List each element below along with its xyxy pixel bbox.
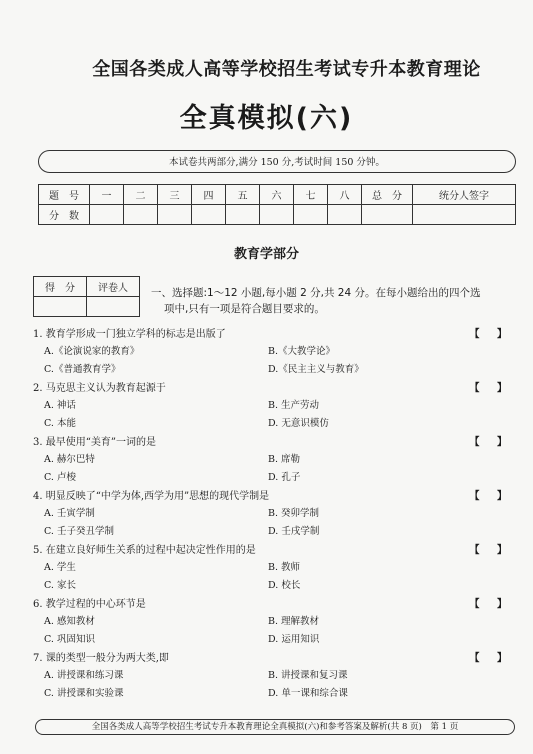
grader-header-reviewer: 评卷人 xyxy=(87,277,140,297)
option-choice[interactable]: C. 本能 xyxy=(44,418,76,429)
option-group xyxy=(33,667,517,703)
question-stem xyxy=(33,326,517,343)
answer-bracket[interactable]: 【 】 xyxy=(469,599,507,610)
option-group xyxy=(33,559,517,595)
option-choice[interactable]: A. 学生 xyxy=(44,562,76,573)
score-input-cell[interactable] xyxy=(413,205,516,225)
question-stem xyxy=(33,542,517,559)
option-choice[interactable]: D. 无意识模仿 xyxy=(268,418,329,429)
question-text: 7. 课的类型一般分为两大类,即 xyxy=(33,653,169,664)
option-choice[interactable]: D. 校长 xyxy=(268,580,301,591)
answer-bracket[interactable]: 【 】 xyxy=(469,653,507,664)
score-input-cell[interactable] xyxy=(260,205,294,225)
score-cell: 六 xyxy=(260,185,294,205)
option-choice[interactable]: D. 壬戌学制 xyxy=(268,526,320,537)
option-choice[interactable]: B. 理解教材 xyxy=(268,616,320,627)
option-choice[interactable]: C. 巩固知识 xyxy=(44,634,95,645)
question-list xyxy=(33,326,517,704)
score-input-cell[interactable] xyxy=(192,205,226,225)
answer-bracket[interactable]: 【 】 xyxy=(469,437,507,448)
instructions-line-2: 项中,只有一项是符合题目要求的。 xyxy=(164,303,325,315)
question-text: 3. 最早使用“美育”一词的是 xyxy=(33,437,156,448)
question-text: 6. 教学过程的中心环节是 xyxy=(33,599,146,610)
question-item xyxy=(33,326,517,379)
score-cell: 四 xyxy=(192,185,226,205)
option-group xyxy=(33,343,517,379)
score-input-cell[interactable] xyxy=(158,205,192,225)
question-item xyxy=(33,434,517,487)
grader-table xyxy=(33,276,140,317)
question-text: 1. 教育学形成一门独立学科的标志是出版了 xyxy=(33,329,226,340)
grader-header-score: 得 分 xyxy=(34,277,87,297)
option-group xyxy=(33,505,517,541)
option-group xyxy=(33,451,517,487)
option-group xyxy=(33,613,517,649)
score-cell: 五 xyxy=(226,185,260,205)
option-choice[interactable]: A. 壬寅学制 xyxy=(44,508,95,519)
option-choice[interactable]: B. 席勒 xyxy=(268,454,301,465)
question-stem xyxy=(33,380,517,397)
exam-notice: 本试卷共两部分,满分 150 分,考试时间 150 分钟。 xyxy=(38,150,516,173)
question-stem xyxy=(33,650,517,667)
score-cell: 一 xyxy=(90,185,124,205)
score-cell: 七 xyxy=(294,185,328,205)
question-stem xyxy=(33,596,517,613)
answer-bracket[interactable]: 【 】 xyxy=(469,545,507,556)
option-choice[interactable]: A. 赫尔巴特 xyxy=(44,454,95,465)
option-group xyxy=(33,397,517,433)
answer-bracket[interactable]: 【 】 xyxy=(469,383,507,394)
answer-bracket[interactable]: 【 】 xyxy=(469,491,507,502)
question-text: 2. 马克思主义认为教育起源于 xyxy=(33,383,166,394)
question-stem xyxy=(33,488,517,505)
option-choice[interactable]: B. 教师 xyxy=(268,562,301,573)
question-item xyxy=(33,542,517,595)
instructions-line-1: 一、选择题:1～12 小题,每小题 2 分,共 24 分。在每小题给出的四个选 xyxy=(151,287,481,299)
option-choice[interactable]: C. 家长 xyxy=(44,580,76,591)
option-choice[interactable]: A. 感知教材 xyxy=(44,616,95,627)
score-cell: 统分人签字 xyxy=(413,185,516,205)
question-item xyxy=(33,488,517,541)
question-stem xyxy=(33,434,517,451)
option-choice[interactable]: C.《普通教育学》 xyxy=(44,364,121,375)
question-text: 4. 明显反映了“中学为体,西学为用”思想的现代学制是 xyxy=(33,491,270,502)
score-input-cell[interactable] xyxy=(294,205,328,225)
score-cell: 题 号 xyxy=(39,185,90,205)
score-input-cell[interactable] xyxy=(226,205,260,225)
question-item xyxy=(33,596,517,649)
page-footer: 全国各类成人高等学校招生考试专升本教育理论全真模拟(六)和参考答案及解析(共 8 页) 第 1 页 xyxy=(35,719,515,735)
option-choice[interactable]: B. 生产劳动 xyxy=(268,400,320,411)
exam-main-title: 全真模拟(六) xyxy=(179,103,354,134)
question-item xyxy=(33,380,517,433)
option-choice[interactable]: C. 讲授课和实验课 xyxy=(44,688,124,699)
option-choice[interactable]: B. 讲授课和复习课 xyxy=(268,670,348,681)
exam-series-title: 全国各类成人高等学校招生考试专升本教育理论 xyxy=(92,59,481,80)
option-choice[interactable]: A.《论演说家的教育》 xyxy=(44,346,140,357)
score-input-cell[interactable] xyxy=(362,205,413,225)
score-cell: 二 xyxy=(124,185,158,205)
option-choice[interactable]: D. 运用知识 xyxy=(268,634,320,645)
score-table-header-row xyxy=(39,185,516,205)
score-cell: 总 分 xyxy=(362,185,413,205)
answer-bracket[interactable]: 【 】 xyxy=(469,329,507,340)
option-choice[interactable]: B. 癸卯学制 xyxy=(268,508,320,519)
option-choice[interactable]: C. 卢梭 xyxy=(44,472,76,483)
score-cell: 三 xyxy=(158,185,192,205)
option-choice[interactable]: A. 讲授课和练习课 xyxy=(44,670,124,681)
score-cell: 八 xyxy=(328,185,362,205)
option-choice[interactable]: D. 孔子 xyxy=(268,472,301,483)
option-choice[interactable]: D. 单一课和综合课 xyxy=(268,688,348,699)
option-choice[interactable]: A. 神话 xyxy=(44,400,76,411)
score-input-cell[interactable] xyxy=(124,205,158,225)
option-choice[interactable]: D.《民主主义与教育》 xyxy=(268,364,364,375)
question-text: 5. 在建立良好师生关系的过程中起决定性作用的是 xyxy=(33,545,256,556)
grader-reviewer-cell[interactable] xyxy=(87,297,140,317)
score-input-cell[interactable] xyxy=(90,205,124,225)
section-instructions xyxy=(151,285,516,317)
score-row-label: 分 数 xyxy=(39,205,90,225)
score-input-cell[interactable] xyxy=(328,205,362,225)
option-choice[interactable]: C. 壬子癸丑学制 xyxy=(44,526,114,537)
option-choice[interactable]: B.《大教学论》 xyxy=(268,346,336,357)
grader-score-cell[interactable] xyxy=(34,297,87,317)
section-title: 教育学部分 xyxy=(233,247,299,262)
score-table xyxy=(38,184,516,225)
score-table-score-row xyxy=(39,205,516,225)
question-item xyxy=(33,650,517,703)
